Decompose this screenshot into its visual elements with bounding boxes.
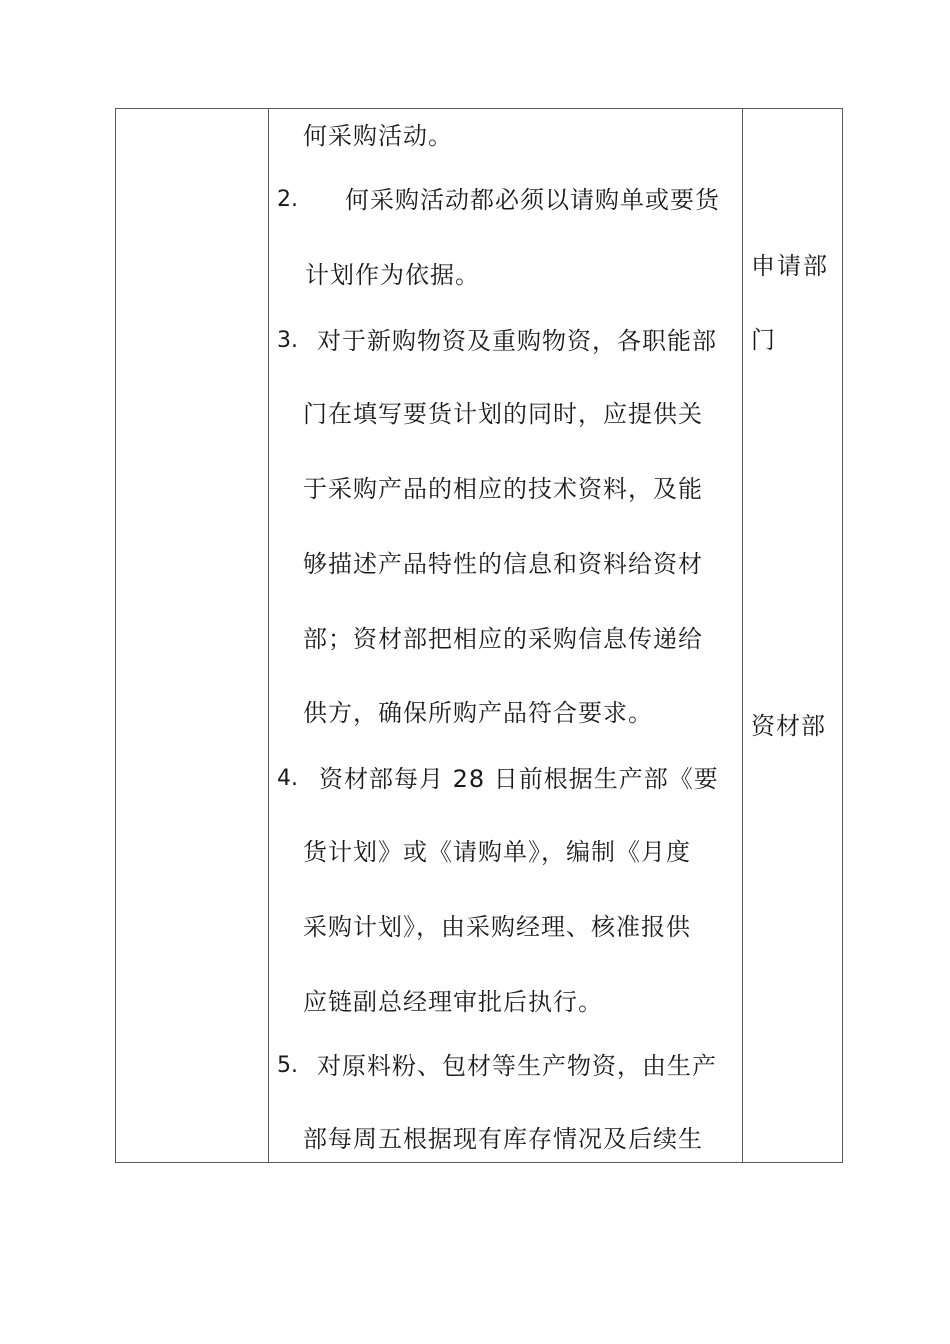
procedure-line: 对于新购物资及重购物资，各职能部: [317, 327, 717, 355]
procedure-line: 计划作为依据。: [305, 261, 480, 289]
step-name-cell: [116, 109, 268, 1162]
procedure-line: 于采购产品的相应的技术资料，及能: [303, 475, 703, 503]
responsible-department: 申请部: [751, 252, 829, 280]
procedure-line: 部每周五根据现有库存情况及后续生: [303, 1125, 703, 1153]
procedure-line: 资材部每月 28 日前根据生产部《要: [319, 765, 719, 793]
procedure-line: 门在填写要货计划的同时，应提供关: [303, 400, 703, 428]
procedure-item-number: 4.: [277, 766, 298, 791]
procedure-line: 何采购活动都必须以请购单或要货: [345, 186, 720, 214]
procedure-cell: [268, 109, 742, 1162]
procedure-line: 够描述产品特性的信息和资料给资材: [303, 550, 703, 578]
procedure-line: 何采购活动。: [303, 122, 453, 150]
procedure-line: 部；资材部把相应的采购信息传递给: [303, 625, 703, 653]
procedure-line: 采购计划》，由采购经理、核准报供: [303, 913, 691, 941]
procedure-line: 货计划》或《请购单》，编制《月度: [303, 838, 691, 866]
responsible-department: 门: [751, 326, 777, 354]
procedure-table: [115, 108, 843, 1163]
responsible-cell: [742, 109, 842, 1162]
procedure-line: 应链副总经理审批后执行。: [303, 988, 603, 1016]
responsible-department: 资材部: [751, 712, 826, 740]
procedure-item-number: 5.: [277, 1053, 298, 1078]
procedure-item-number: 2.: [277, 187, 298, 212]
procedure-line: 对原料粉、包材等生产物资，由生产: [317, 1052, 717, 1080]
procedure-line: 供方，确保所购产品符合要求。: [303, 699, 653, 727]
procedure-item-number: 3.: [277, 328, 298, 353]
